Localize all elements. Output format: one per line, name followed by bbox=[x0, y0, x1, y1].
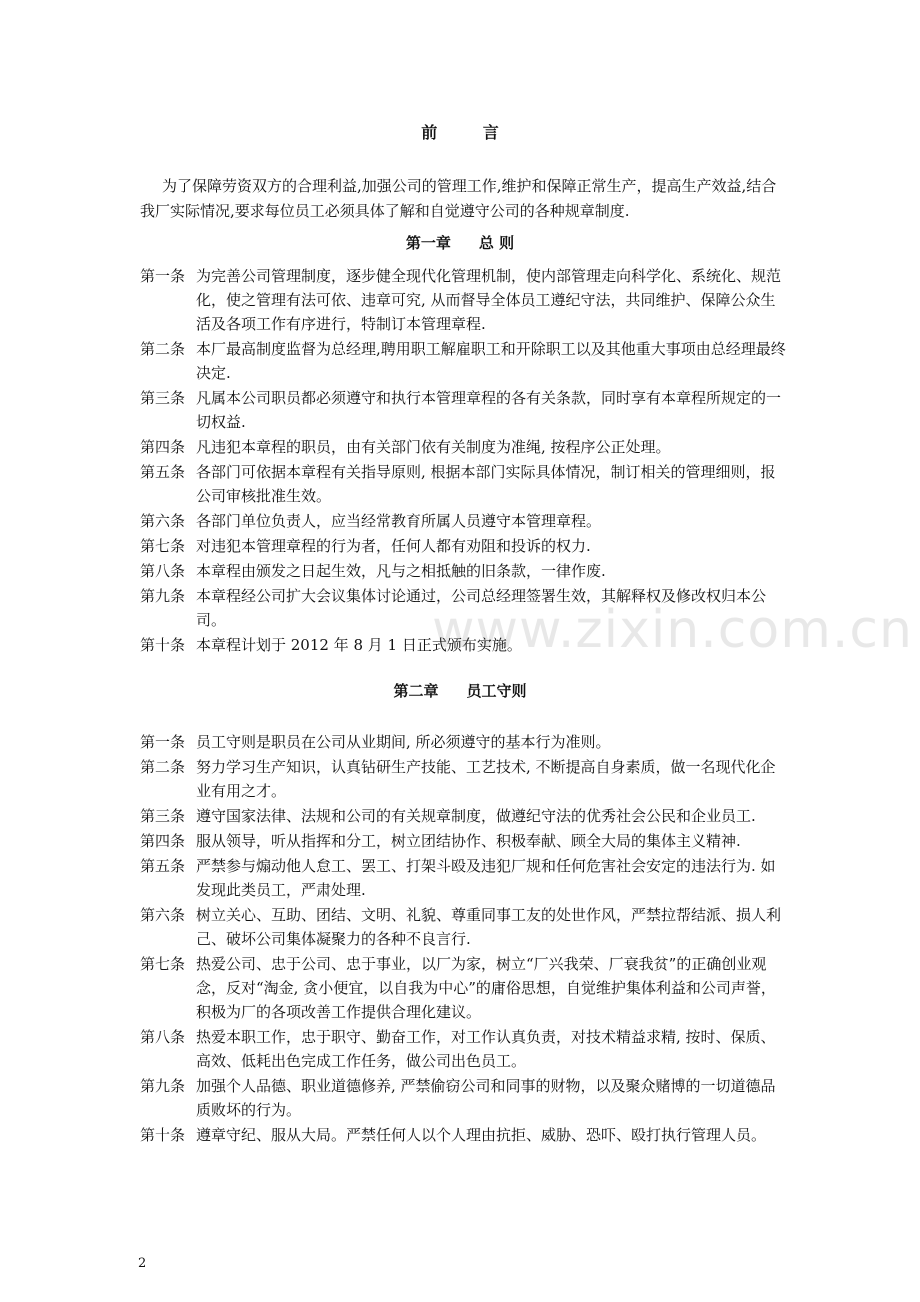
article-text: 服从领导，听从指挥和分工，树立团结协作、积极奉献、顾全大局的集体主义精神. bbox=[196, 832, 741, 850]
article-text: 本厂最高制度监督为总经理,聘用职工解雇职工和开除职工以及其他重大事项由总经理最终决定. bbox=[196, 340, 786, 382]
article-item bbox=[140, 460, 790, 508]
article-number: 第十条 bbox=[140, 1126, 186, 1144]
article-item bbox=[140, 435, 790, 459]
article-item bbox=[140, 633, 790, 657]
article-item bbox=[140, 829, 790, 853]
article-number: 第七条 bbox=[140, 537, 186, 555]
article-item bbox=[140, 509, 790, 533]
article-number: 第五条 bbox=[140, 463, 186, 481]
chapter-1-heading bbox=[0, 232, 920, 253]
article-number: 第八条 bbox=[140, 1028, 186, 1046]
article-item bbox=[140, 559, 790, 583]
article-text: 遵守国家法律、法规和公司的有关规章制度，做遵纪守法的优秀社会公民和企业员工. bbox=[196, 807, 756, 825]
article-number: 第五条 bbox=[140, 857, 186, 875]
article-item bbox=[140, 264, 790, 336]
article-number: 第九条 bbox=[140, 1077, 186, 1095]
page-title: 前 言 bbox=[421, 123, 519, 142]
article-text: 对违犯本管理章程的行为者，任何人都有劝阻和投诉的权力. bbox=[196, 537, 591, 555]
chapter-1-articles bbox=[140, 264, 790, 658]
article-text: 热爱本职工作，忠于职守、勤奋工作，对工作认真负责，对技术精益求精, 按时、保质、高效、低耗出色完成工作任务，做公司出色员工。 bbox=[196, 1028, 776, 1070]
article-number: 第八条 bbox=[140, 562, 186, 580]
article-text: 凡属本公司职员都必须遵守和执行本管理章程的各有关条款，同时享有本章程所规定的一切权益. bbox=[196, 389, 782, 431]
article-number: 第十条 bbox=[140, 636, 186, 654]
article-item bbox=[140, 534, 790, 558]
article-text: 本章程由颁发之日起生效，凡与之相抵触的旧条款，一律作废. bbox=[196, 562, 606, 580]
article-item bbox=[140, 952, 790, 1024]
article-text: 热爱公司、忠于公司、忠于事业，以厂为家，树立“厂兴我荣、厂衰我贫”的正确创业观念，反对“淘金, 贪小便宜，以自我为中心”的庸俗思想，自觉维护集体利益和公司声誉，积极为厂的各项改善工作提供合理化建议。 bbox=[196, 955, 776, 1021]
article-text: 树立关心、互助、团结、文明、礼貌、尊重同事工友的处世作风，严禁拉帮结派、损人利己、破坏公司集体凝聚力的各种不良言行. bbox=[196, 906, 782, 948]
article-item bbox=[140, 584, 790, 632]
page-number: 2 bbox=[138, 1256, 147, 1271]
article-number: 第七条 bbox=[140, 955, 186, 973]
article-text: 各部门单位负责人，应当经常教育所属人员遵守本管理章程。 bbox=[196, 512, 602, 530]
chapter-number: 第一章 bbox=[405, 234, 451, 252]
article-item bbox=[140, 804, 790, 828]
chapter-2-articles bbox=[140, 730, 790, 1148]
article-item bbox=[140, 730, 790, 754]
article-text: 员工守则是职员在公司从业期间, 所必须遵守的基本行为准则。 bbox=[196, 733, 611, 751]
article-number: 第一条 bbox=[140, 733, 186, 751]
article-text: 为完善公司管理制度，逐步健全现代化管理机制，使内部管理走向科学化、系统化、规范化，使之管理有法可依、违章可究, 从而督导全体员工遵纪守法，共同维护、保障公众生活及各项工作有序进行，特制订本管理章程. bbox=[196, 267, 782, 333]
article-number: 第三条 bbox=[140, 389, 186, 407]
article-item bbox=[140, 755, 790, 803]
article-text: 本章程经公司扩大会议集体讨论通过，公司总经理签署生效，其解释权及修改权归本公司。 bbox=[196, 587, 767, 629]
article-text: 遵章守纪、服从大局。严禁任何人以个人理由抗拒、威胁、恐吓、殴打执行管理人员。 bbox=[196, 1126, 767, 1144]
preface-paragraph: 为了保障劳资双方的合理利益,加强公司的管理工作,维护和保障正常生产，提高生产效益,结合我厂实际情况,要求每位员工必须具体了解和自觉遵守公司的各种规章制度. bbox=[140, 177, 777, 220]
article-item bbox=[140, 337, 790, 385]
chapter-name: 员工守则 bbox=[466, 682, 527, 700]
article-text: 加强个人品德、职业道德修养, 严禁偷窃公司和同事的财物，以及聚众赌博的一切道德品质败坏的行为。 bbox=[196, 1077, 776, 1119]
chapter-name: 总 则 bbox=[478, 234, 515, 252]
article-text: 努力学习生产知识，认真钻研生产技能、工艺技术, 不断提高自身素质，做一名现代化企业有用之才。 bbox=[196, 758, 776, 800]
article-number: 第一条 bbox=[140, 267, 186, 285]
article-item bbox=[140, 854, 790, 902]
article-number: 第四条 bbox=[140, 832, 186, 850]
article-number: 第四条 bbox=[140, 438, 186, 456]
chapter-number: 第二章 bbox=[393, 682, 439, 700]
watermark-text: www.zixin.com.cn bbox=[432, 600, 913, 660]
article-number: 第二条 bbox=[140, 758, 186, 776]
article-item bbox=[140, 1074, 790, 1122]
article-text: 凡违犯本章程的职员，由有关部门依有关制度为准绳, 按程序公正处理。 bbox=[196, 438, 671, 456]
article-number: 第二条 bbox=[140, 340, 186, 358]
article-text: 各部门可依据本章程有关指导原则, 根据本部门实际具体情况，制订相关的管理细则，报公司审核批准生效。 bbox=[196, 463, 776, 505]
article-number: 第三条 bbox=[140, 807, 186, 825]
article-item bbox=[140, 386, 790, 434]
article-number: 第九条 bbox=[140, 587, 186, 605]
article-item bbox=[140, 1025, 790, 1073]
article-item bbox=[140, 903, 790, 951]
chapter-2-heading bbox=[0, 680, 920, 701]
article-text: 本章程计划于 2012 年 8 月 1 日正式颁布实施。 bbox=[196, 636, 522, 654]
article-text: 严禁参与煽动他人怠工、罢工、打架斗殴及违犯厂规和任何危害社会安定的违法行为. 如发现此类员工，严肃处理. bbox=[196, 857, 776, 899]
article-number: 第六条 bbox=[140, 512, 186, 530]
article-number: 第六条 bbox=[140, 906, 186, 924]
article-item bbox=[140, 1123, 790, 1147]
